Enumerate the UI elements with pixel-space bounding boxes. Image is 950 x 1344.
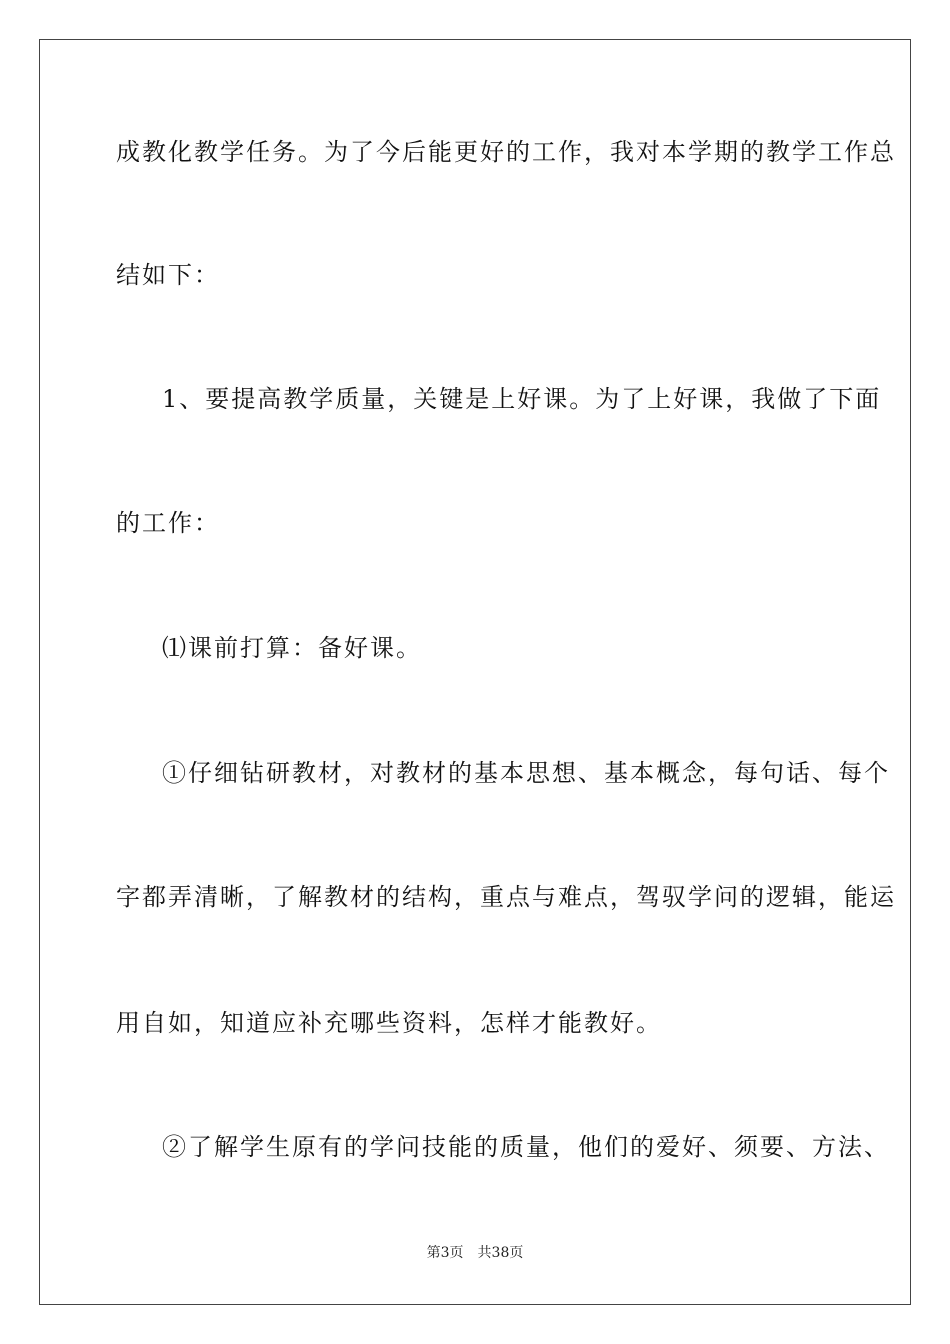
text-line: ②了解学生原有的学问技能的质量，他们的爱好、须要、方法、	[162, 1133, 890, 1161]
text-line: 用自如，知道应补充哪些资料，怎样才能教好。	[116, 1009, 662, 1037]
text-line: ①仔细钻研教材，对教材的基本思想、基本概念，每句话、每个	[162, 759, 890, 787]
total-pages: 共38页	[477, 1245, 524, 1261]
text-line: 成教化教学任务。为了今后能更好的工作，我对本学期的教学工作总	[116, 138, 896, 166]
page-border	[39, 39, 911, 1305]
text-line: 字都弄清晰，了解教材的结构，重点与难点，驾驭学问的逻辑，能运	[116, 883, 896, 911]
text-line: 的工作：	[116, 509, 220, 537]
text-line: 结如下：	[116, 261, 220, 289]
page-footer	[0, 1244, 950, 1262]
text-line: 1、要提高教学质量，关键是上好课。为了上好课，我做了下面	[162, 385, 882, 413]
page-number: 第3页	[426, 1245, 464, 1261]
text-line: ⑴课前打算：备好课。	[162, 634, 422, 662]
